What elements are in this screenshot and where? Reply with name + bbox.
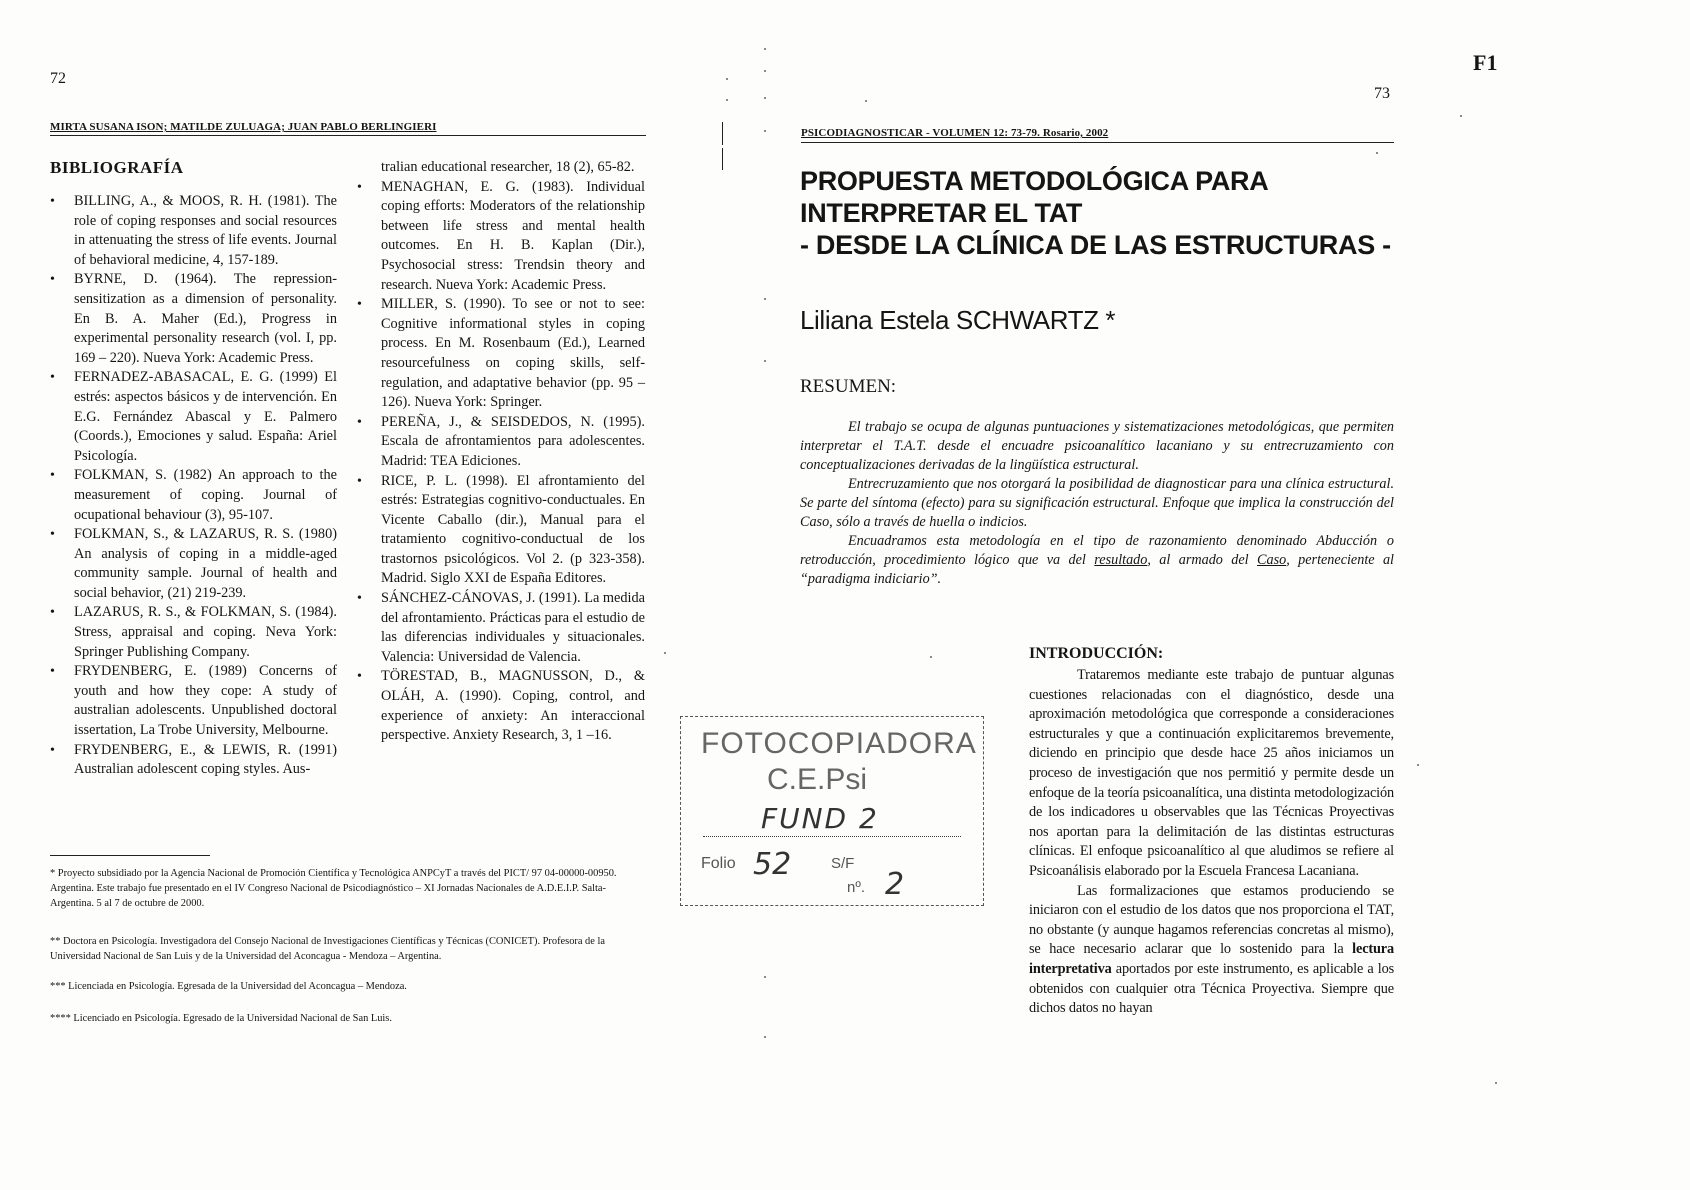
bib-entry: • TÖRESTAD, B., MAGNUSSON, D., & OLÁH, A. (1990). Coping, control, and experience of anxiety: An interaccional perspective. Anxiety Research, 3, 1 –16.: [357, 667, 645, 745]
right-page-number: 73: [1374, 85, 1390, 102]
title-line: INTERPRETAR EL TAT: [800, 198, 1083, 228]
stamp-folio-label: Folio: [701, 855, 736, 872]
bibliography-heading: BIBLIOGRAFÍA: [50, 158, 184, 177]
abstract-paragraph: Encuadramos esta metodología en el tipo de razonamiento denominado Abducción o retroducción, procedimiento lógico que va del resultado, al armado del Caso, perteneciente al “paradigma indiciario”.: [800, 533, 1394, 587]
gutter-mark: [722, 122, 723, 145]
bib-entry: • FOLKMAN, S. (1982) An approach to the measurement of coping. Journal of ocupational behaviour (3), 95-107.: [50, 466, 337, 525]
bibliography-col-2: [357, 158, 645, 746]
footnote-3: *** Licenciada en Psicología. Egresada de la Universidad del Aconcagua – Mendoza.: [50, 981, 407, 992]
left-running-head: MIRTA SUSANA ISON; MATILDE ZULUAGA; JUAN PABLO BERLINGIERI: [50, 121, 437, 133]
bibliography-col-1: [50, 192, 337, 780]
bib-entry: • BILLING, A., & MOOS, R. H. (1981). The role of coping responses and social resources in attenuating the stress of life events. Journal of behavioral medicine, 4, 157-189.: [50, 192, 337, 270]
bib-entry: • LAZARUS, R. S., & FOLKMAN, S. (1984). Stress, appraisal and coping. Neva York: Springer Publishing Company.: [50, 603, 337, 662]
footnote-2: ** Doctora en Psicología. Investigadora del Consejo Nacional de Investigaciones Científicas y Técnicas (CONICET). Profesora de la Universidad Nacional de San Luis y de la Universidad del Aconcagua - Mendoza – Argentina.: [50, 936, 605, 962]
abstract-paragraph: El trabajo se ocupa de algunas puntuaciones y sistematizaciones metodológicas, que permiten interpretar el T.A.T. desde el encuadre psicoanalítico lacaniano y su entrecruzamiento con conceptualizaciones derivadas de la lingüística estructural.: [800, 419, 1394, 473]
bib-entry: • BYRNE, D. (1964). The repression-sensitization as a dimension of personality. En B. A. Maher (Ed.), Progress in experimental personality research (vol. I, pp. 169 – 220). Nueva York: Academic Press.: [50, 270, 337, 368]
title-line: - DESDE LA CLÍNICA DE LAS ESTRUCTURAS -: [800, 230, 1391, 260]
bib-entry: • FOLKMAN, S., & LAZARUS, R. S. (1980) An analysis of coping in a middle-aged community sample. Journal of health and social behavior, (21) 219-239.: [50, 525, 337, 603]
corner-handwritten-mark: F1: [1473, 50, 1498, 75]
stamp-dotted-rule: [703, 836, 961, 837]
bib-entry: • RICE, P. L. (1998). El afrontamiento del estrés: Estrategias cognitivo-conductuales. En Vicente Caballo (dir.), Manual para el tratamiento cognitivo-conductual de los trastornos psicológicos. Vol 2. (p 323-358). Madrid. Siglo XXI de España Editores.: [357, 472, 645, 590]
article-author: Liliana Estela SCHWARTZ *: [800, 305, 1116, 335]
intro-paragraph: Las formalizaciones que estamos produciendo se iniciaron con el estudio de los datos que nos proporciona el TAT, no obstante (y aunque hagamos referencias concretas al mismo), se hace necesario aclarar que lo sostenido para la lectura interpretativa aportados por este instrumento, es aplicable a los obtenidos con cualquier otra Técnica Proyectiva. Siempre que dichos datos no hayan: [1029, 882, 1394, 1017]
bold-term: lectura interpretativa: [1029, 941, 1394, 977]
bib-entry: • SÁNCHEZ-CÁNOVAS, J. (1991). La medida del afrontamiento. Prácticas para el estudio de las diferencias individuales y situacionales. Valencia: Universidad de Valencia.: [357, 589, 645, 667]
stamp-line-2: C.E.Psi: [767, 763, 868, 796]
bib-entry: • PEREÑA, J., & SEISDEDOS, N. (1995). Escala de afrontamientos para adolescentes. Madrid: TEA Ediciones.: [357, 413, 645, 472]
resumen-heading: RESUMEN:: [800, 376, 897, 397]
stamp-line-1: FOTOCOPIADORA: [701, 727, 977, 760]
article-title: [800, 165, 1400, 261]
gutter-mark: [722, 148, 723, 170]
photocopy-stamp: [680, 716, 984, 906]
bib-entry: • FRYDENBERG, E. (1989) Concerns of youth and how they cope: A study of australian adolescents. Unpublished doctoral issertation, La Trobe University, Melbourne.: [50, 662, 337, 740]
bib-entry-continuation: tralian educational researcher, 18 (2), 65-82.: [381, 159, 635, 175]
stamp-sf-label: S/F: [831, 855, 855, 872]
abstract: [800, 418, 1394, 589]
bib-entry: • FERNADEZ-ABASACAL, E. G. (1999) El estrés: aspectos básicos y de intervención. En E.G. Fernández Abascal y E. Palmero (Coords.), Emociones y salud. España: Ariel Psicología.: [50, 368, 337, 466]
bib-entry: • MENAGHAN, E. G. (1983). Individual coping efforts: Moderators of the relationship between life stress and mental health outcomes. En H. B. Kaplan (Dir.), Psychosocial stress: Trendsin theory and research. Nueva York: Academic Press.: [357, 178, 645, 296]
underlined-term: resultado: [1094, 552, 1148, 568]
footnote-4: **** Licenciado en Psicología. Egresado de la Universidad Nacional de San Luis.: [50, 1013, 392, 1024]
right-running-head: PSICODIAGNOSTICAR - VOLUMEN 12: 73-79. Rosario, 2002: [801, 127, 1109, 139]
left-header-rule: [50, 135, 646, 136]
intro-text: [1029, 666, 1394, 1019]
title-line: PROPUESTA METODOLÓGICA PARA: [800, 166, 1269, 196]
bib-entry: • MILLER, S. (1990). To see or not to see: Cognitive informational styles in coping process. En M. Rosenbaum (Ed.), Learned resourcefulness on coping skills, self-regulation, and adaptative behavior (pp. 95 – 126). Nueva York: Springer.: [357, 295, 645, 413]
footnote-rule: [50, 855, 210, 856]
right-header-rule: [801, 142, 1394, 143]
footnote-1: * Proyecto subsidiado por la Agencia Nacional de Promoción Científica y Tecnológica ANPCyT a través del PICT/ 97 04-00000-00950. Argentina. Este trabajo fue presentado en el IV Congreso Nacional de Psicodiagnóstico – XI Jornadas Nacionales de A.D.E.I.P. Salta- Argentina. 5 al 7 de octubre de 2000.: [50, 868, 617, 909]
stamp-handwritten-1: FUND 2: [761, 802, 879, 835]
underlined-term: Caso: [1257, 552, 1287, 568]
stamp-nro-value: 2: [885, 867, 905, 902]
intro-paragraph: Trataremos mediante este trabajo de puntuar algunas cuestiones relacionadas con el diagnóstico, desde una aproximación metodológica que corresponde a consideraciones estructurales y que a continuación explicitaremos brevemente, diciendo en principio que desde hace 25 años iniciamos un proceso de investigación que nos permitió y permite desde un enfoque de la teoría psicoanalítica, una distinta metodologización de los indicadores u observables que las Técnicas Proyectivas nos aportan para la delimitación de las distintas estructuras clínicas. El enfoque psicoanalítico al que aludimos se refiere al Psicoanálisis elaborado por la Escuela Francesa Lacaniana.: [1029, 667, 1394, 879]
intro-heading: INTRODUCCIÓN:: [1029, 645, 1164, 662]
abstract-paragraph: Entrecruzamiento que nos otorgará la posibilidad de diagnosticar para una clínica estructural. Se parte del síntoma (efecto) para su significación estructural. Enfoque que implica la construcción del Caso, sólo a través de huella o indicios.: [800, 476, 1394, 530]
left-page-number: 72: [50, 70, 66, 87]
stamp-nro-label: nº.: [847, 879, 865, 896]
stamp-folio-number: 52: [753, 847, 792, 882]
bib-entry: • FRYDENBERG, E., & LEWIS, R. (1991) Australian adolescent coping styles. Aus-: [50, 741, 337, 780]
